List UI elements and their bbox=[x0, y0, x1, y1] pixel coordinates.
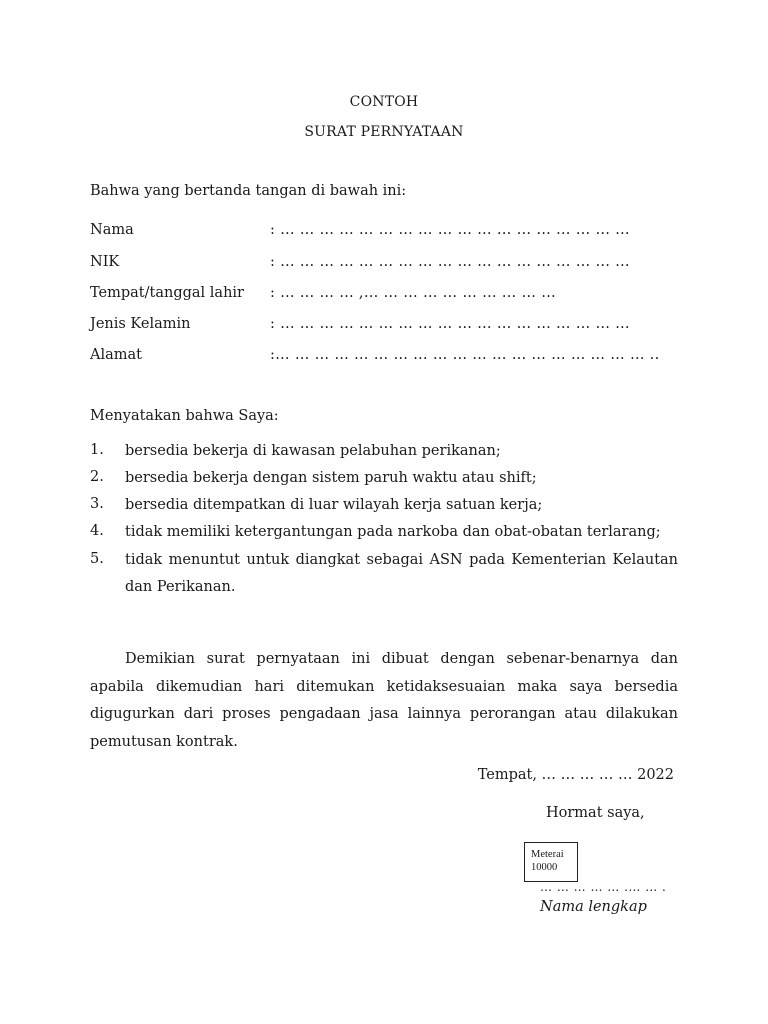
regards-text: Hormat saya, bbox=[546, 805, 645, 821]
field-label: Tempat/tanggal lahir bbox=[90, 285, 244, 301]
intro-text: Bahwa yang bertanda tangan di bawah ini: bbox=[90, 183, 407, 199]
list-item-number: 2. bbox=[90, 469, 104, 485]
signature-line: … … … … … .… … . bbox=[540, 880, 667, 894]
field-nama bbox=[90, 222, 690, 242]
closing-paragraph: Demikian surat pernyataan ini dibuat dengan sebenar-benarnya dan apabila dikemudian hari ditemukan ketidaksesuaian maka saya bersedia digugurkan dari proses pengadaan jasa lainnya perorangan atau dilakukan pemutusan kontrak. bbox=[90, 651, 678, 750]
document-label: CONTOH bbox=[349, 94, 419, 110]
statement-intro: Menyatakan bahwa Saya: bbox=[90, 408, 279, 424]
field-value: :… … … … … … … … … … … … … … … … … … … .. bbox=[270, 347, 660, 363]
field-jenis-kelamin bbox=[90, 316, 690, 336]
field-value: : … … … … … … … … … … … … … … … … … … bbox=[270, 222, 630, 238]
list-item-text: bersedia ditempatkan di luar wilayah kerja satuan kerja; bbox=[125, 497, 543, 513]
list-item-number: 4. bbox=[90, 523, 104, 539]
list-item-text: bersedia bekerja dengan sistem paruh waktu atau shift; bbox=[125, 470, 537, 486]
document-title: SURAT PERNYATAAN bbox=[304, 124, 464, 140]
field-tempat-tanggal-lahir bbox=[90, 285, 690, 305]
field-value: : … … … … ,… … … … … … … … … … bbox=[270, 285, 557, 301]
place-date: Tempat, … … … … … 2022 bbox=[477, 767, 674, 783]
full-name-label: Nama lengkap bbox=[540, 899, 647, 915]
meterai-label: Meterai bbox=[531, 849, 564, 860]
field-label: NIK bbox=[90, 254, 120, 270]
field-label: Jenis Kelamin bbox=[90, 316, 191, 332]
field-value: : … … … … … … … … … … … … … … … … … … bbox=[270, 316, 630, 332]
field-label: Nama bbox=[90, 222, 134, 238]
list-item-text: tidak menuntut untuk diangkat sebagai ASN pada Kementerian Kelautan dan Perikanan. bbox=[125, 552, 678, 595]
list-item-number: 5. bbox=[90, 551, 104, 567]
field-alamat bbox=[90, 347, 690, 367]
field-nik bbox=[90, 254, 690, 274]
list-item-number: 1. bbox=[90, 442, 104, 458]
field-value: : … … … … … … … … … … … … … … … … … … bbox=[270, 254, 630, 270]
list-item-number: 3. bbox=[90, 496, 104, 512]
meterai-stamp-box bbox=[524, 842, 578, 882]
list-item-text: tidak memiliki ketergantungan pada narkoba dan obat-obatan terlarang; bbox=[125, 524, 661, 540]
list-item-text: bersedia bekerja di kawasan pelabuhan perikanan; bbox=[125, 443, 501, 459]
field-label: Alamat bbox=[90, 347, 142, 363]
meterai-value: 10000 bbox=[531, 862, 558, 873]
